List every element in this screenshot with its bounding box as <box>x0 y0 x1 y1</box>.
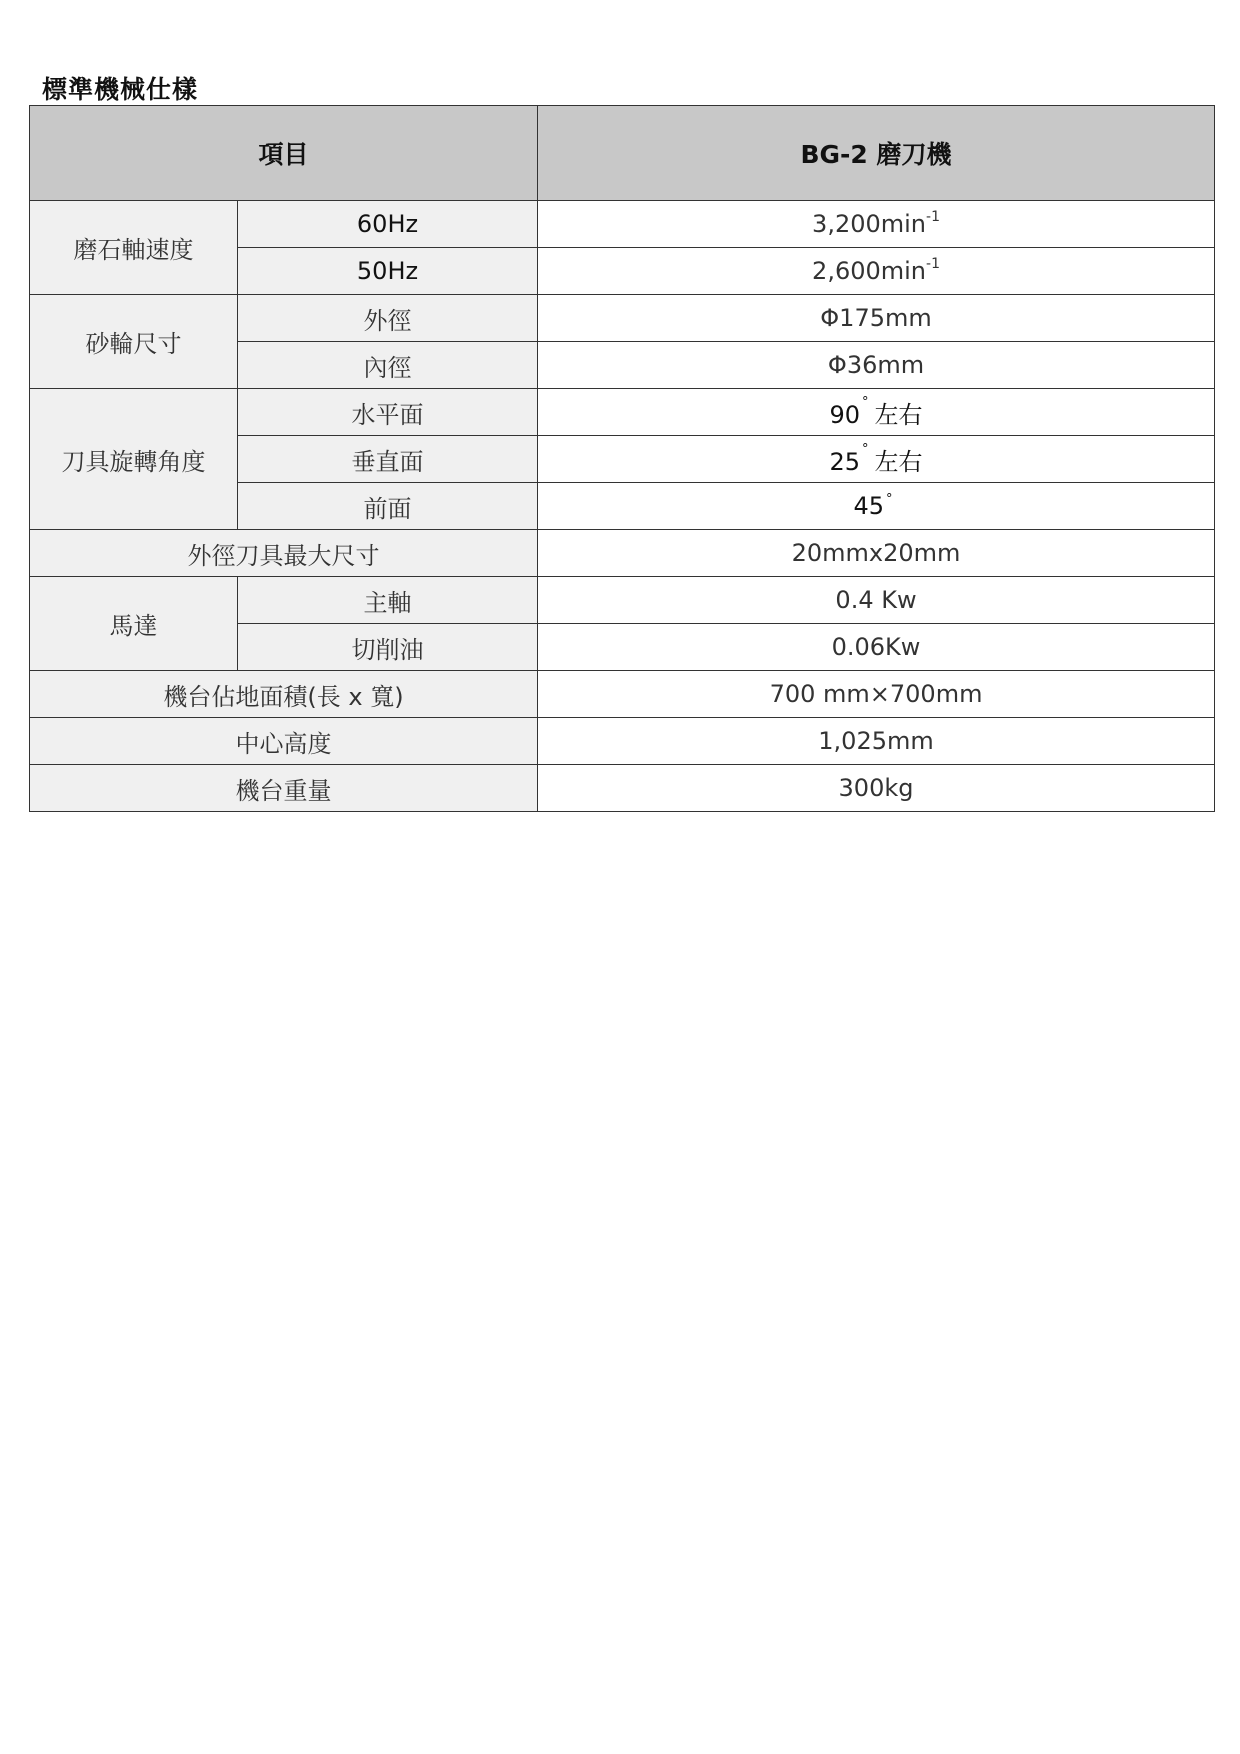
vertical-value: 25 ° 左右 <box>538 436 1215 483</box>
table-row <box>30 295 1215 342</box>
table-row <box>30 577 1215 624</box>
inner-diameter-value: Φ36mm <box>538 342 1215 389</box>
footprint-label: 機台佔地面積(長 x 寬) <box>30 671 538 718</box>
tool-rotation-label: 刀具旋轉角度 <box>30 389 238 530</box>
spec-table <box>29 105 1215 812</box>
weight-label: 機台重量 <box>30 765 538 812</box>
horizontal-value: 90 ° 左右 <box>538 389 1215 436</box>
motor-label: 馬達 <box>30 577 238 671</box>
table-row <box>30 718 1215 765</box>
center-height-value: 1,025mm <box>538 718 1215 765</box>
spindle-label: 主軸 <box>238 577 538 624</box>
coolant-value: 0.06Kw <box>538 624 1215 671</box>
coolant-label: 切削油 <box>238 624 538 671</box>
max-tool-value: 20mmx20mm <box>538 530 1215 577</box>
wheel-size-label: 砂輪尺寸 <box>30 295 238 389</box>
hz50-label: 50Hz <box>238 248 538 295</box>
table-row <box>30 389 1215 436</box>
footprint-value: 700 mm×700mm <box>538 671 1215 718</box>
table-row <box>30 530 1215 577</box>
table-header-row <box>30 106 1215 201</box>
horizontal-label: 水平面 <box>238 389 538 436</box>
header-model: BG-2 磨刀機 <box>538 106 1215 201</box>
wheel-speed-label: 磨石軸速度 <box>30 201 238 295</box>
inner-diameter-label: 內徑 <box>238 342 538 389</box>
hz50-value: $2,600\min^{-1}$ <box>538 248 1215 295</box>
hz60-label: 60Hz <box>238 201 538 248</box>
hz60-value: $3,200\min^{-1}$ <box>538 201 1215 248</box>
front-value: 45 ° <box>538 483 1215 530</box>
table-row <box>30 671 1215 718</box>
header-item: 項目 <box>30 106 538 201</box>
center-height-label: 中心高度 <box>30 718 538 765</box>
page-title: 標準機械仕樣 <box>42 75 199 104</box>
max-tool-label: 外徑刀具最大尺寸 <box>30 530 538 577</box>
front-label: 前面 <box>238 483 538 530</box>
table-row <box>30 765 1215 812</box>
vertical-label: 垂直面 <box>238 436 538 483</box>
spindle-value: 0.4 Kw <box>538 577 1215 624</box>
table-row <box>30 201 1215 248</box>
outer-diameter-label: 外徑 <box>238 295 538 342</box>
outer-diameter-value: Φ175mm <box>538 295 1215 342</box>
weight-value: 300kg <box>538 765 1215 812</box>
